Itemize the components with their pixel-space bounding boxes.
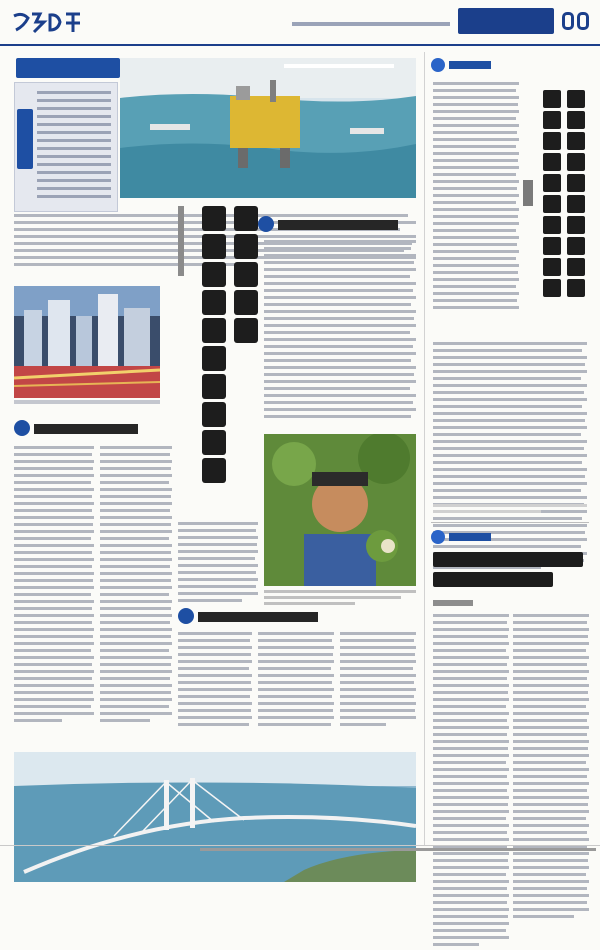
page-number (560, 8, 592, 34)
column-tag (16, 58, 120, 78)
offshore-platform-photo (120, 58, 416, 198)
city-night-photo (14, 286, 160, 398)
date-editor-line (292, 22, 450, 26)
number-circle-icon (258, 216, 274, 232)
divider (431, 522, 589, 523)
build-view-tag (431, 530, 491, 544)
section-1-text-b (100, 446, 172, 726)
section-2-text (264, 240, 416, 422)
commentary-column (424, 52, 595, 845)
subhead-3 (178, 608, 416, 626)
article-text-b (513, 614, 589, 922)
commentary-text-top (433, 82, 519, 313)
subhead-1 (14, 420, 148, 438)
circle-tag-icon (431, 530, 445, 544)
circle-tag-icon (431, 58, 445, 72)
section-3-text-b (258, 632, 334, 730)
farmer-photo-caption (264, 590, 416, 604)
expert-view-tag (431, 58, 491, 72)
section-2-text-b (178, 522, 258, 606)
photo-caption (14, 400, 160, 404)
editor-note (14, 82, 118, 212)
article-text-a (433, 614, 509, 950)
main-headline (178, 206, 262, 518)
article-author (433, 600, 473, 606)
article-headline (433, 552, 583, 592)
commentary-author (523, 180, 533, 206)
number-circle-icon (178, 608, 194, 624)
section-3-text-c (340, 632, 416, 730)
masthead (0, 0, 600, 46)
editor-note-label (17, 109, 33, 169)
farmer-photo (264, 434, 416, 586)
section-1-text-a (14, 446, 94, 726)
author-note (433, 504, 587, 518)
feature-story (6, 52, 420, 845)
newspaper-logo-icon (10, 10, 84, 34)
number-circle-icon (14, 420, 30, 436)
section-title (458, 8, 554, 34)
commentary-headline (543, 90, 589, 330)
subhead-2 (258, 216, 416, 234)
byline (178, 206, 184, 276)
section-3-text-a (178, 632, 252, 730)
sea-bridge-photo (14, 752, 416, 882)
